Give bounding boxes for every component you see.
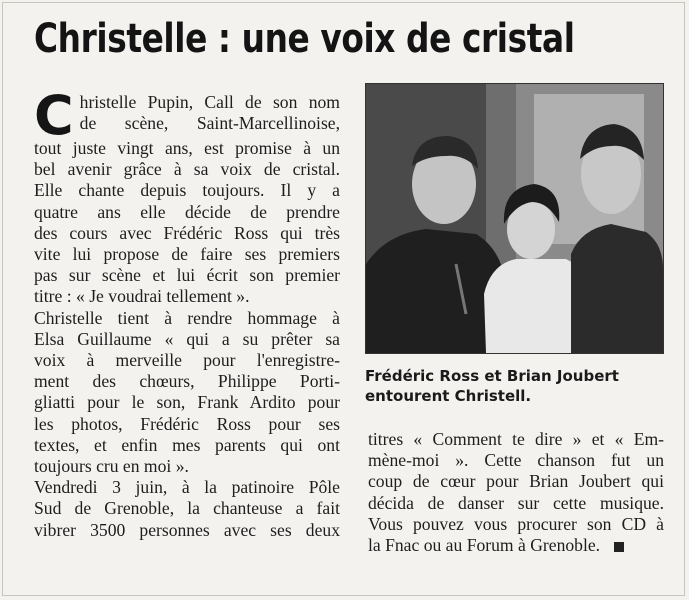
- body-line: toujours cru en moi ».: [34, 456, 189, 477]
- body-line: hristelle Pupin, Call de son nom: [79, 92, 340, 112]
- body-line: décida de danser sur cette musique.: [368, 492, 664, 513]
- body-line: vite lui propose de faire ses premiers: [34, 244, 340, 265]
- body-line: bel avenir grâce à sa voix de cristal.: [34, 159, 340, 180]
- body-line: vibrer 3500 personnes avec ses deux: [34, 519, 340, 540]
- body-line: titres « Comment te dire » et « Em-: [368, 429, 664, 449]
- body-line: la Fnac ou au Forum à Grenoble.: [368, 535, 601, 556]
- last-line: [368, 535, 664, 556]
- body-line: voix à merveille pour l'enregistre-: [34, 350, 340, 371]
- headline: Christelle : une voix de cristal: [34, 16, 575, 62]
- body-line: Elle chante depuis toujours. Il y a: [34, 180, 340, 201]
- press-photo: [365, 83, 664, 354]
- body-line: coup de cœur pour Brian Joubert qui: [368, 471, 664, 492]
- body-line: des cours avec Frédéric Ross qui très: [34, 222, 340, 243]
- body-line: Vendredi 3 juin, à la patinoire Pôle: [34, 477, 340, 498]
- drop-cap: C: [34, 84, 74, 147]
- article-right-column: [368, 429, 664, 556]
- body-line: de scène, Saint-Marcellinoise,: [79, 113, 340, 134]
- body-line: quatre ans elle décide de prendre: [34, 201, 340, 222]
- body-line: textes, et enfin mes parents qui ont: [34, 434, 340, 455]
- body-line: Elsa Guillaume « qui a su prêter sa: [34, 328, 340, 349]
- body-line: les photos, Frédéric Ross pour ses: [34, 413, 340, 434]
- body-line: pas sur scène et lui écrit son premier: [34, 265, 340, 286]
- body-line: mène-moi ». Cette chanson fut un: [368, 450, 664, 471]
- end-of-article-mark: [614, 542, 624, 552]
- photo-illustration: [366, 84, 663, 353]
- body-line: Christelle tient à rendre hommage à: [34, 307, 340, 328]
- body-line: Vous pouvez vous procurer son CD à: [368, 513, 664, 534]
- body-line: ment des chœurs, Philippe Porti-: [34, 371, 340, 392]
- caption-line: entourent Christell.: [365, 387, 532, 405]
- photo-caption: [365, 366, 665, 406]
- body-line: tout juste vingt ans, est promise à un: [34, 138, 340, 158]
- caption-line: Frédéric Ross et Brian Joubert: [365, 367, 619, 385]
- body-line: Sud de Grenoble, la chanteuse a fait: [34, 498, 340, 519]
- article-left-column: [34, 84, 340, 541]
- body-line: gliatti pour le son, Frank Ardito pour: [34, 392, 340, 413]
- body-line: titre : « Je voudrai tellement ».: [34, 286, 250, 307]
